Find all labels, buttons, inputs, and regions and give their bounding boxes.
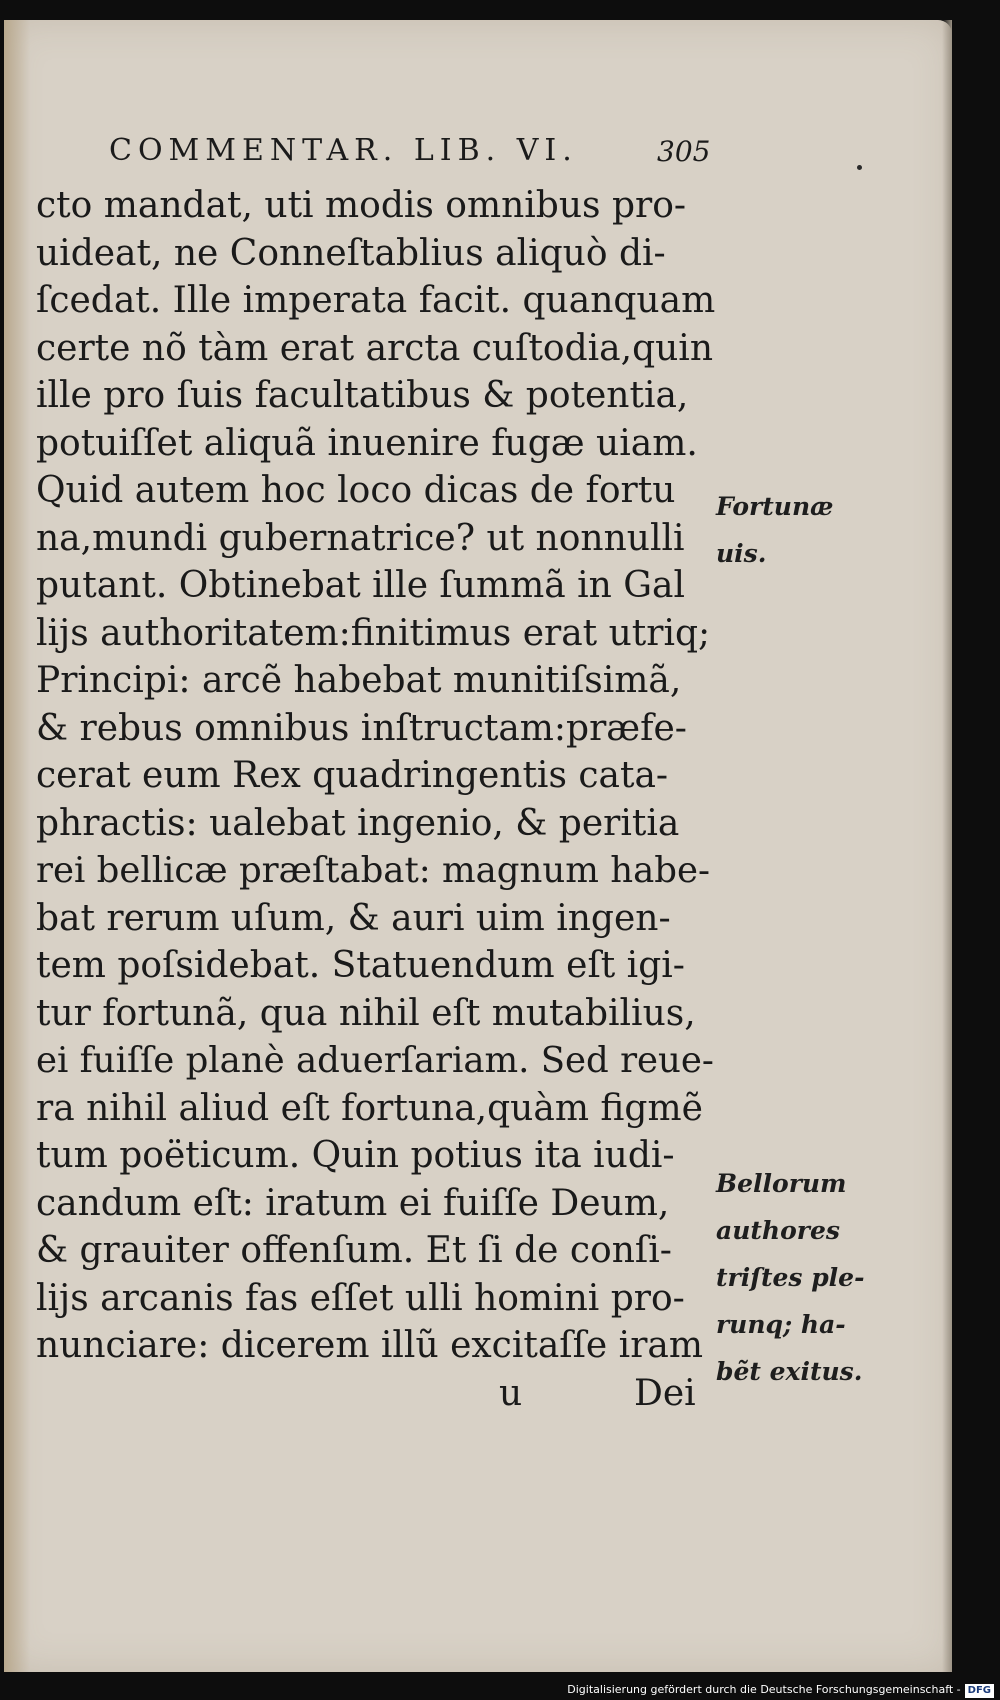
text-line: putant. Obtinebat ille ſummã in Gal	[36, 565, 686, 606]
text-line: na,mundi gubernatrice? ut nonnulli	[36, 517, 685, 559]
text-line: certe nõ tàm erat arcta cuſtodia,quin	[36, 327, 714, 369]
marginal-note-war	[716, 1160, 864, 1395]
marginal-line: bẽt exitus.	[716, 1357, 863, 1386]
digitization-footer	[567, 1681, 994, 1699]
text-line: bat rerum uſum, & auri uim ingen-	[36, 897, 671, 939]
page-number: 305	[657, 135, 711, 168]
text-line: lijs arcanis fas eſſet ulli homini pro-	[36, 1277, 685, 1319]
marginal-line: triſtes ple-	[716, 1263, 865, 1292]
marginal-line: runq; ha-	[716, 1310, 846, 1339]
text-line: Quid autem hoc loco dicas de fortu	[36, 470, 676, 511]
text-line: ei fuiſſe planè aduerſariam. Sed reue-	[36, 1040, 714, 1081]
main-text-block	[36, 182, 716, 1370]
text-line: potuiſſet aliquã inuenire fugæ uiam.	[36, 422, 698, 464]
text-line: & rebus omnibus inſtructam:præfe-	[36, 707, 687, 749]
marginal-line: authores	[716, 1216, 840, 1245]
text-line: ſcedat. Ille imperata facit. quanquam	[36, 280, 716, 321]
text-line: phractis: ualebat ingenio, & peritia	[36, 802, 680, 844]
running-header	[109, 115, 711, 168]
running-title: COMMENTAR. LIB. VI.	[109, 133, 578, 168]
text-line: Principi: arcẽ habebat munitiſsimã,	[36, 660, 682, 701]
signature-mark: u	[499, 1373, 523, 1414]
text-line: ille pro ſuis facultatibus & potentia,	[36, 375, 689, 416]
marginal-line: uis.	[716, 539, 767, 568]
marginal-line: Fortunæ	[716, 492, 834, 521]
ink-dot	[857, 165, 862, 170]
footer-credit: Digitalisierung gefördert durch die Deutsche Forschungsgemeinschaft -	[567, 1683, 961, 1696]
text-line: tur fortunã, qua nihil eſt mutabilius,	[36, 992, 696, 1034]
book-page	[4, 20, 952, 1672]
marginal-line: Bellorum	[716, 1169, 847, 1198]
text-line: uideat, ne Conneſtablius aliquò di-	[36, 232, 666, 274]
text-line: nunciare: dicerem illũ excitaſſe iram	[36, 1325, 704, 1366]
text-line: rei bellicæ præſtabat: magnum habe-	[36, 850, 710, 891]
dfg-logo: DFG	[965, 1684, 994, 1698]
text-line: lijs authoritatem:finitimus erat utriq;	[36, 612, 711, 654]
text-line: cerat eum Rex quadringentis cata-	[36, 755, 669, 796]
text-line: ra nihil aliud eſt fortuna,quàm figmẽ	[36, 1087, 703, 1129]
text-line: cto mandat, uti modis omnibus pro-	[36, 185, 687, 226]
marginal-note-fortune	[716, 483, 833, 577]
text-line: tum poëticum. Quin potius ita iudi-	[36, 1135, 675, 1176]
text-line: & grauiter offenſum. Et ſi de conſi-	[36, 1230, 672, 1271]
catchword: Dei	[634, 1373, 696, 1414]
text-line: candum eſt: iratum ei fuiſſe Deum,	[36, 1182, 670, 1224]
text-line: tem poſsidebat. Statuendum eſt igi-	[36, 945, 685, 986]
